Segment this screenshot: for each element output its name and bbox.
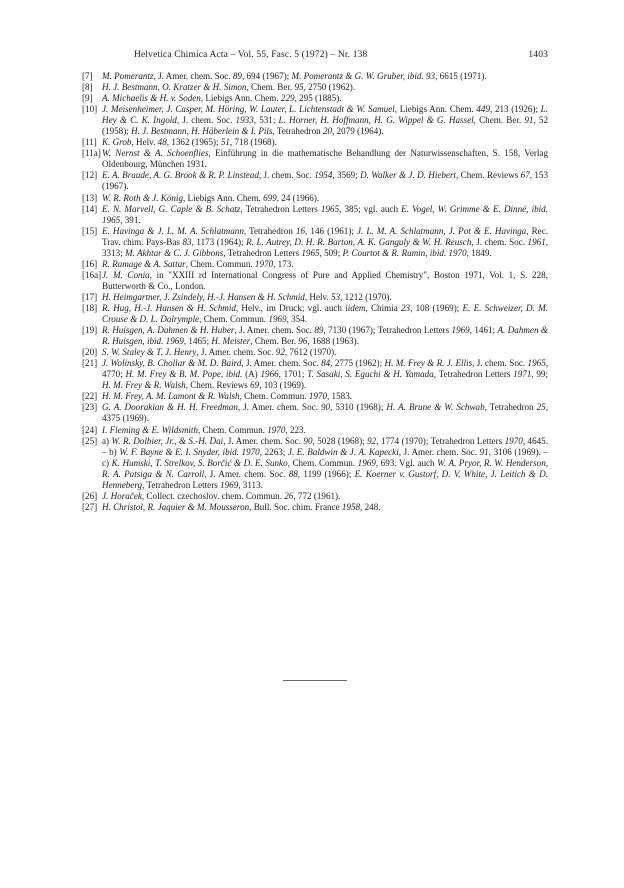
reference-author-or-volume: 1970 — [254, 258, 274, 269]
reference-citation-text: , 108 (1969); — [410, 302, 463, 313]
reference-author-or-volume: 95 — [294, 82, 304, 93]
reference-citation-text: , Chem. Commun. — [239, 391, 309, 402]
reference-number: [13] — [82, 192, 98, 203]
reference-citation-text: , Liebigs Ann. Chem. — [200, 93, 281, 104]
reference-citation-text: , J. chem. Soc. — [176, 115, 236, 126]
reference-citation-text: , 1701; — [278, 369, 308, 380]
reference-item — [82, 226, 548, 259]
reference-citation-text: , Chem. Ber. — [246, 82, 295, 93]
reference-author-or-volume: E. Havinga & J. L. M. A. Schlatmann — [102, 225, 244, 236]
reference-number: [16a] — [82, 269, 102, 280]
reference-author-or-volume: W. R. Roth & J. König — [102, 192, 183, 203]
reference-number: [7] — [82, 71, 93, 81]
reference-author-or-volume: J. M. Conia — [102, 269, 150, 280]
reference-item — [82, 358, 548, 391]
reference-item — [82, 82, 548, 93]
reference-author-or-volume: H. Heimgartner, J. Zsindely, H.-J. Hansen & H. Schmid — [102, 291, 305, 302]
reference-author-or-volume: S. W. Staley & T. J. Henry — [102, 347, 197, 358]
reference-author-or-volume: 26 — [284, 490, 294, 501]
reference-citation-text: , 52 (1958); — [102, 115, 548, 137]
reference-item — [82, 148, 548, 170]
reference-citation-text: , 1465; — [183, 336, 212, 347]
reference-author-or-volume: H. A. Brune & W. Schwab — [386, 402, 485, 413]
reference-citation-text: , 2079 (1964). — [332, 126, 384, 137]
reference-number: [23] — [82, 402, 98, 413]
reference-author-or-volume: H. J. Bestmann, H. Häberlein & I. Pils — [131, 126, 273, 137]
reference-item — [82, 193, 548, 204]
reference-citation-text: , Helv. — [131, 137, 158, 148]
reference-author-or-volume: 1961 — [527, 236, 546, 247]
reference-author-or-volume: J. L. M. A. Schlatmann, J. Pot & E. Havinga — [356, 225, 527, 236]
reference-citation-text: , 2775 (1962); — [330, 358, 385, 369]
reference-author-or-volume: 20 — [322, 126, 333, 137]
reference-text — [102, 71, 487, 81]
reference-text — [102, 491, 340, 501]
end-rule — [283, 680, 347, 681]
reference-author-or-volume: H. M. Frey & R. Walsh — [102, 380, 186, 391]
reference-author-or-volume: A. Dahmen & R. Huisgen, ibid. 1969 — [102, 325, 548, 347]
reference-text — [102, 193, 319, 203]
reference-citation-text: , J. chem. Soc. — [258, 170, 315, 181]
reference-number: [24] — [82, 424, 98, 435]
reference-author-or-volume: 1966 — [260, 369, 279, 380]
reference-number: [19] — [82, 325, 98, 336]
reference-number: [8] — [82, 82, 93, 93]
reference-author-or-volume: J. Wolinsky, B. Chollar & M. D. Baird — [102, 358, 242, 369]
reference-citation-text: , 1583. — [327, 391, 353, 402]
reference-item — [82, 425, 548, 436]
reference-author-or-volume: 1969 — [357, 457, 376, 468]
reference-text — [102, 82, 355, 92]
reference-author-or-volume: 1965 — [320, 203, 340, 214]
reference-author-or-volume: E. N. Marvell, G. Caple & B. Schatz — [102, 203, 241, 214]
reference-citation-text: , 295 (1885). — [294, 93, 342, 104]
reference-item — [82, 402, 548, 424]
reference-author-or-volume: K. Grob — [102, 137, 132, 148]
reference-citation-text: , 1173 (1964); — [191, 236, 247, 247]
reference-number: [21] — [82, 358, 98, 369]
reference-author-or-volume: 89 — [232, 71, 242, 81]
reference-item — [82, 204, 548, 226]
reference-author-or-volume: T. Sasaki, S. Eguchi & H. Yamada — [307, 369, 434, 380]
reference-number: [14] — [82, 203, 98, 214]
reference-item — [82, 502, 548, 513]
reference-text — [102, 391, 352, 401]
reference-citation-text: , 7130 (1967); Tetrahedron Letters — [323, 325, 452, 336]
reference-author-or-volume: H. Christol, R. Jaquier & M. Mousseron — [102, 501, 250, 512]
reference-author-or-volume: J. Meisenheimer, J. Casper, M. Höring, W. Lauter, L. Lichtenstadt & W. Samuel — [102, 104, 395, 115]
reference-number: [18] — [82, 302, 98, 313]
reference-citation-text: , 2750 (1962). — [303, 82, 356, 93]
reference-citation-text: , 213 (1926); — [490, 104, 541, 115]
page-number: 1403 — [528, 50, 548, 60]
reference-number: [12] — [82, 170, 98, 181]
reference-citation-text: , 3569; — [332, 170, 361, 181]
reference-citation-text: , Liebigs Ann. Chem. — [394, 104, 477, 115]
running-header — [82, 50, 548, 64]
reference-citation-text: , Liebigs Ann. Chem. — [183, 192, 264, 203]
reference-author-or-volume: 84 — [321, 358, 331, 369]
reference-author-or-volume: 53 — [331, 291, 341, 302]
reference-citation-text: , 24 (1966). — [276, 192, 320, 203]
reference-author-or-volume: E. E. Schweizer, D. M. Crouse & D. L. Dalrymple — [102, 302, 548, 325]
reference-citation-text: , J. Amer. chem. Soc. — [153, 71, 233, 81]
reference-item — [82, 303, 548, 325]
reference-author-or-volume: 1969 — [451, 325, 470, 336]
reference-author-or-volume: R. Hug, H.-J. Hansen & H. Schmid — [102, 302, 236, 313]
reference-citation-text: , J. Amer. chem. Soc. — [241, 358, 322, 369]
reference-author-or-volume: H. J. Bestmann, O. Kratzer & H. Simon — [102, 82, 247, 93]
reference-author-or-volume: 92 — [275, 347, 285, 358]
reference-text — [102, 303, 548, 324]
reference-citation-text: , J. chem. Soc. — [472, 358, 528, 369]
reference-author-or-volume: 51 — [220, 137, 230, 148]
reference-list — [82, 71, 548, 513]
reference-author-or-volume: W. A. Pryor, R. W. Henderson, R. A. Patsiga & N. Carroll — [102, 457, 549, 479]
reference-author-or-volume: E. Vogel, W. Grimme & E. Dinné, ibid. 1965 — [102, 203, 548, 225]
reference-number: [10] — [82, 104, 98, 115]
reference-text — [102, 358, 548, 390]
reference-number: [27] — [82, 501, 98, 512]
reference-item — [82, 93, 548, 104]
reference-number: [11] — [82, 137, 97, 148]
reference-author-or-volume: 1954 — [314, 170, 333, 181]
reference-author-or-volume: 1970 — [504, 435, 523, 446]
reference-author-or-volume: H. M. Frey & R. J. Ellis — [384, 358, 473, 369]
reference-citation-text: , 4770; — [102, 358, 549, 380]
reference-author-or-volume: L. Horner, H. Hoffmann, H. G. Wippel & G. Hassel — [278, 115, 474, 126]
reference-number: [16] — [82, 258, 98, 269]
reference-citation-text: , 248. — [360, 501, 381, 512]
reference-text — [102, 93, 342, 103]
reference-text — [102, 270, 548, 291]
reference-item — [82, 259, 548, 270]
reference-text — [102, 148, 548, 169]
reference-author-or-volume: 1970 — [308, 391, 327, 402]
reference-item — [82, 436, 548, 491]
reference-text — [102, 436, 548, 490]
reference-item — [82, 104, 548, 137]
reference-author-or-volume: R. Huisgen, A. Dahmen & H. Huber — [102, 325, 235, 336]
reference-citation-text: , 718 (1968). — [229, 137, 277, 148]
reference-citation-text: , 99; — [531, 369, 548, 380]
reference-author-or-volume: 48 — [157, 137, 167, 148]
reference-number: [17] — [82, 291, 98, 302]
reference-author-or-volume: M. Akhtar & C. J. Gibbons — [125, 247, 224, 258]
reference-citation-text: , 3313; — [102, 236, 549, 258]
reference-citation-text: , Chem. Ber. — [473, 115, 525, 126]
reference-citation-text: , 385; vgl. auch — [339, 203, 402, 214]
reference-number: [25] — [82, 435, 98, 446]
reference-citation-text: , 3106 (1969). – c) — [102, 446, 549, 468]
reference-citation-text: , 1199 (1966); — [297, 468, 355, 479]
reference-author-or-volume: 229 — [280, 93, 295, 104]
reference-citation-text: , Chem. Ber. — [250, 336, 299, 347]
reference-citation-text: a) — [102, 435, 112, 446]
reference-text — [102, 204, 548, 225]
reference-citation-text: , 5028 (1968); — [312, 435, 368, 446]
reference-citation-text: , 5310 (1968); — [330, 402, 387, 413]
reference-author-or-volume: 69 — [250, 380, 260, 391]
reference-citation-text: , 4375 (1969). — [102, 402, 548, 424]
reference-citation-text: , 694 (1967); — [241, 71, 292, 81]
running-title: Helvetica Chimica Acta – Vol. 55, Fasc. 5 (1972) – Nr. 138 — [134, 50, 368, 60]
reference-citation-text: , 772 (1961). — [293, 490, 341, 501]
reference-citation-text: , Chem. Reviews — [185, 380, 251, 391]
reference-citation-text: , 153 (1967). — [102, 170, 548, 192]
reference-author-or-volume: W. Nernst & A. Schoenflies — [102, 148, 209, 159]
reference-item — [82, 270, 548, 292]
reference-author-or-volume: L. Hey & C. K. Ingold — [102, 104, 548, 126]
reference-text — [102, 292, 392, 302]
reference-author-or-volume: W. F. Bayne & E. I. Snyder, ibid. 1970 — [119, 446, 260, 457]
reference-citation-text: , 146 (1961); — [305, 225, 357, 236]
reference-citation-text: , J. Amer. chem. Soc. — [398, 446, 480, 457]
reference-citation-text: , Tetrahedron Letters — [142, 479, 221, 490]
reference-author-or-volume: H. M. Frey & B. M. Pope, ibid. — [125, 369, 243, 380]
reference-citation-text: , 173. — [273, 258, 294, 269]
reference-author-or-volume: H. M. Frey, A. M. Lamont & R. Walsh — [102, 391, 240, 402]
reference-citation-text: , 1461; — [469, 325, 498, 336]
reference-text — [102, 137, 277, 147]
reference-author-or-volume: P. Courtot & R. Rumin, ibid. 1970 — [342, 247, 467, 258]
reference-citation-text: , Tetrahedron Letters — [223, 247, 302, 258]
reference-author-or-volume: M. Pomerantz & G. W. Gruber, ibid. 93 — [291, 71, 436, 81]
reference-number: [20] — [82, 347, 98, 358]
reference-author-or-volume: 16 — [295, 225, 306, 236]
reference-citation-text: , 1212 (1970). — [340, 291, 392, 302]
reference-author-or-volume: 1969 — [268, 314, 287, 325]
reference-citation-text: , 509; — [319, 247, 343, 258]
reference-citation-text: , J. chem. Soc. — [471, 236, 528, 247]
reference-author-or-volume: 89 — [314, 325, 324, 336]
reference-item — [82, 491, 548, 502]
reference-text — [102, 425, 306, 435]
reference-citation-text: , 391. — [120, 214, 141, 225]
reference-text — [102, 402, 548, 423]
reference-author-or-volume: A. Michaelis & H. v. Soden — [102, 93, 201, 104]
reference-citation-text: , 103 (1969). — [259, 380, 307, 391]
reference-text — [102, 226, 548, 258]
reference-author-or-volume: K. Humski, T. Strelkov, S. Borčić & D. E. Sunko — [111, 457, 288, 468]
reference-author-or-volume: M. Pomerantz — [102, 71, 154, 81]
reference-citation-text: , 3113. — [238, 479, 263, 490]
reference-citation-text: , Chem. Commun. — [185, 258, 255, 269]
reference-author-or-volume: 1965 — [527, 358, 546, 369]
reference-citation-text: , 7612 (1970). — [284, 347, 337, 358]
reference-author-or-volume: D. Walker & J. D. Hiebert — [360, 170, 457, 181]
reference-citation-text: , 6615 (1971). — [435, 71, 487, 81]
reference-citation-text: , Tetrahedron Letters — [433, 369, 514, 380]
reference-author-or-volume: R. L. Autrey, D. H. R. Barton, A. K. Ganguly & W. H. Reusch — [246, 236, 472, 247]
reference-author-or-volume: 92 — [367, 435, 377, 446]
reference-author-or-volume: 90 — [320, 402, 331, 413]
reference-citation-text: , Chem. Commun. — [287, 457, 358, 468]
reference-author-or-volume: 1970 — [267, 424, 286, 435]
reference-author-or-volume: W. R. Dolbier, Jr., & S.-H. Dai — [111, 435, 224, 446]
reference-text — [102, 104, 548, 136]
reference-author-or-volume: J. Horaček — [102, 490, 142, 501]
reference-number: [15] — [82, 225, 98, 236]
reference-citation-text: , 693. Vgl. auch — [375, 457, 438, 468]
reference-citation-text: , J. Amer. chem. Soc. — [204, 468, 289, 479]
reference-text — [102, 325, 548, 346]
reference-author-or-volume: E. A. Braude, A. G. Brook & R. P. Linstead — [102, 170, 259, 181]
reference-author-or-volume: 1971 — [513, 369, 532, 380]
reference-citation-text: , 1774 (1970); Tetrahedron Letters — [376, 435, 505, 446]
reference-text — [102, 502, 381, 512]
reference-text — [102, 259, 294, 269]
reference-author-or-volume: 91 — [524, 115, 534, 126]
reference-author-or-volume: 449 — [476, 104, 491, 115]
reference-citation-text: , Collect. czechoslov. chem. Commun. — [141, 490, 285, 501]
reference-author-or-volume: 1965 — [301, 247, 320, 258]
reference-citation-text: , Chimia — [365, 302, 401, 313]
reference-citation-text: , Helv. — [304, 291, 332, 302]
reference-item — [82, 137, 548, 148]
reference-number: [22] — [82, 391, 98, 402]
reference-author-or-volume: 1969 — [220, 479, 239, 490]
reference-citation-text: , 354. — [286, 314, 308, 325]
reference-author-or-volume: E. Koerner v. Gustorf, D. V. White, J. Leitich & D. Henneberg — [102, 468, 548, 490]
reference-author-or-volume: I. Fleming & E. Wildsmith — [102, 424, 198, 435]
reference-citation-text: , J. Amer. chem. Soc. — [237, 402, 321, 413]
reference-author-or-volume: iidem — [345, 302, 366, 313]
reference-citation-text: , in "XXIII rd International Congress of Pure and Applied Chemistry", Boston 1971, Vol. 1, S. 228, Butterworth & Co., London. — [102, 269, 548, 291]
reference-author-or-volume: 25 — [536, 402, 546, 413]
reference-citation-text: , Helv., im Druck; vgl. auch — [235, 302, 346, 313]
reference-citation-text: , Bull. Soc. chim. France — [249, 501, 342, 512]
reference-citation-text: , J. Amer. chem. Soc. — [196, 347, 276, 358]
reference-author-or-volume: 83 — [182, 236, 192, 247]
reference-citation-text: , 223. — [285, 424, 306, 435]
reference-citation-text: , Chem. Reviews — [456, 170, 521, 181]
reference-author-or-volume: 1958 — [341, 501, 361, 512]
reference-citation-text: , 2263; — [259, 446, 288, 457]
reference-author-or-volume: 23 — [400, 302, 411, 313]
reference-author-or-volume: 699 — [263, 192, 277, 203]
reference-item — [82, 71, 548, 82]
reference-citation-text: , Chem. Commun. — [199, 314, 269, 325]
reference-citation-text: , Einführung in die mathematische Behandlung der Naturwissenschaften, S. 158, Verlag Oldenbourg, München 1931. — [102, 148, 548, 170]
reference-citation-text: (A) — [242, 369, 261, 380]
reference-citation-text: , Tetrahedron — [484, 402, 537, 413]
reference-citation-text: , 531; — [253, 115, 279, 126]
reference-author-or-volume: 91 — [479, 446, 489, 457]
reference-text — [102, 347, 336, 357]
reference-author-or-volume: 88 — [288, 468, 298, 479]
reference-citation-text: , Rec. Trav. chim. Pays-Bas — [102, 225, 548, 247]
reference-author-or-volume: 96 — [298, 336, 308, 347]
reference-citation-text: , Tetrahedron — [272, 126, 323, 137]
reference-item — [82, 391, 548, 402]
reference-item — [82, 170, 548, 192]
reference-citation-text: , 1849. — [466, 247, 492, 258]
reference-author-or-volume: 90 — [303, 435, 313, 446]
reference-citation-text: , 1688 (1963). — [307, 336, 359, 347]
reference-author-or-volume: 67 — [520, 170, 530, 181]
reference-author-or-volume: R. Ramage & A. Sattar — [102, 258, 186, 269]
reference-author-or-volume: G. A. Doorakian & H. H. Freedman — [102, 402, 238, 413]
reference-author-or-volume: J. E. Baldwin & J. A. Kapecki — [287, 446, 399, 457]
reference-citation-text: , 1362 (1965); — [166, 137, 221, 148]
reference-number: [26] — [82, 490, 98, 501]
reference-text — [102, 170, 548, 191]
reference-citation-text: , J. Amer. chem. Soc. — [234, 325, 315, 336]
reference-item — [82, 292, 548, 303]
reference-author-or-volume: H. Meister — [211, 336, 251, 347]
reference-citation-text: , Tetrahedron — [243, 225, 296, 236]
reference-author-or-volume: 1933 — [235, 115, 254, 126]
reference-citation-text: , J. Amer. chem. Soc. — [223, 435, 304, 446]
reference-citation-text: , Chem. Commun. — [197, 424, 268, 435]
reference-number: [11a] — [82, 148, 101, 159]
reference-number: [9] — [82, 93, 93, 104]
reference-item — [82, 325, 548, 347]
reference-citation-text: , Tetrahedron Letters — [240, 203, 321, 214]
reference-item — [82, 347, 548, 358]
reference-citation-text: , 4645. – b) — [102, 435, 549, 457]
